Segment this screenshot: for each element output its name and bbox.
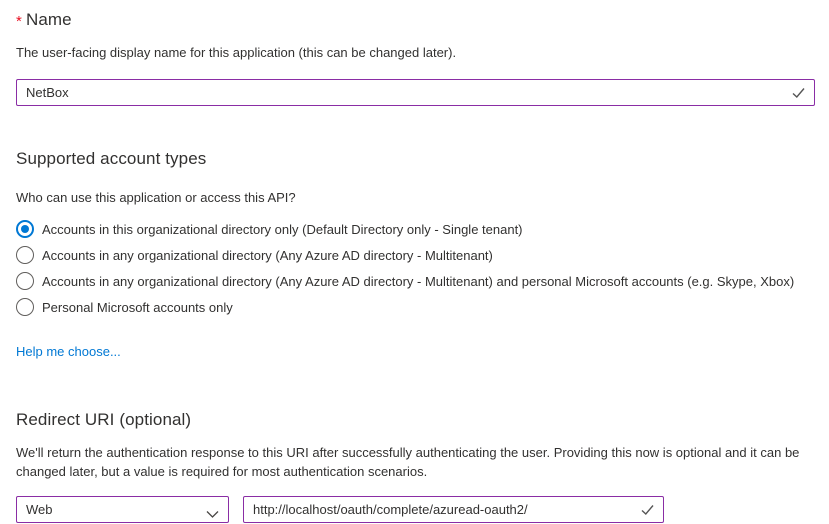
radio-option-personal-only[interactable] — [16, 294, 815, 320]
name-description: The user-facing display name for this application (this can be changed later). — [16, 45, 457, 60]
required-asterisk: * — [16, 13, 22, 30]
radio-button-selected[interactable] — [16, 220, 34, 238]
redirect-uri-input-container — [243, 496, 664, 523]
radio-button[interactable] — [16, 272, 34, 290]
account-types-question: Who can use this application or access this API? — [16, 190, 296, 205]
name-section-title — [16, 10, 815, 30]
name-input-container — [16, 79, 815, 106]
platform-select[interactable] — [16, 496, 229, 523]
radio-button[interactable] — [16, 298, 34, 316]
radio-option-label: Personal Microsoft accounts only — [42, 299, 233, 315]
radio-option-single-tenant[interactable] — [16, 216, 815, 242]
app-registration-form — [16, 10, 815, 523]
name-input[interactable] — [16, 79, 815, 106]
name-title-text: Name — [25, 10, 72, 29]
supported-account-types-section — [16, 149, 815, 361]
radio-option-label: Accounts in any organizational directory (Any Azure AD directory - Multitenant) — [42, 247, 493, 263]
account-types-title: Supported account types — [16, 149, 207, 168]
radio-option-label: Accounts in any organizational directory (Any Azure AD directory - Multitenant) and personal Microsoft accounts (e.g. Skype, Xbox) — [42, 273, 795, 289]
account-types-radio-group — [16, 216, 815, 320]
radio-option-label: Accounts in this organizational directory only (Default Directory only - Single tenant) — [42, 221, 523, 237]
help-me-choose-link[interactable]: Help me choose... — [16, 344, 121, 359]
redirect-uri-description: We'll return the authentication response to this URI after successfully authenticating the user. Providing this now is optional and it can be changed later, but a value is required for most authentication scenarios. — [16, 445, 800, 479]
redirect-uri-section — [16, 410, 815, 523]
redirect-uri-title: Redirect URI (optional) — [16, 410, 192, 429]
redirect-uri-row — [16, 496, 815, 523]
redirect-uri-input[interactable] — [243, 496, 664, 523]
name-section — [16, 10, 815, 106]
platform-select-value: Web — [26, 502, 53, 517]
chevron-down-icon — [206, 506, 219, 515]
radio-option-multitenant-personal[interactable] — [16, 268, 815, 294]
radio-button[interactable] — [16, 246, 34, 264]
radio-option-multitenant[interactable] — [16, 242, 815, 268]
